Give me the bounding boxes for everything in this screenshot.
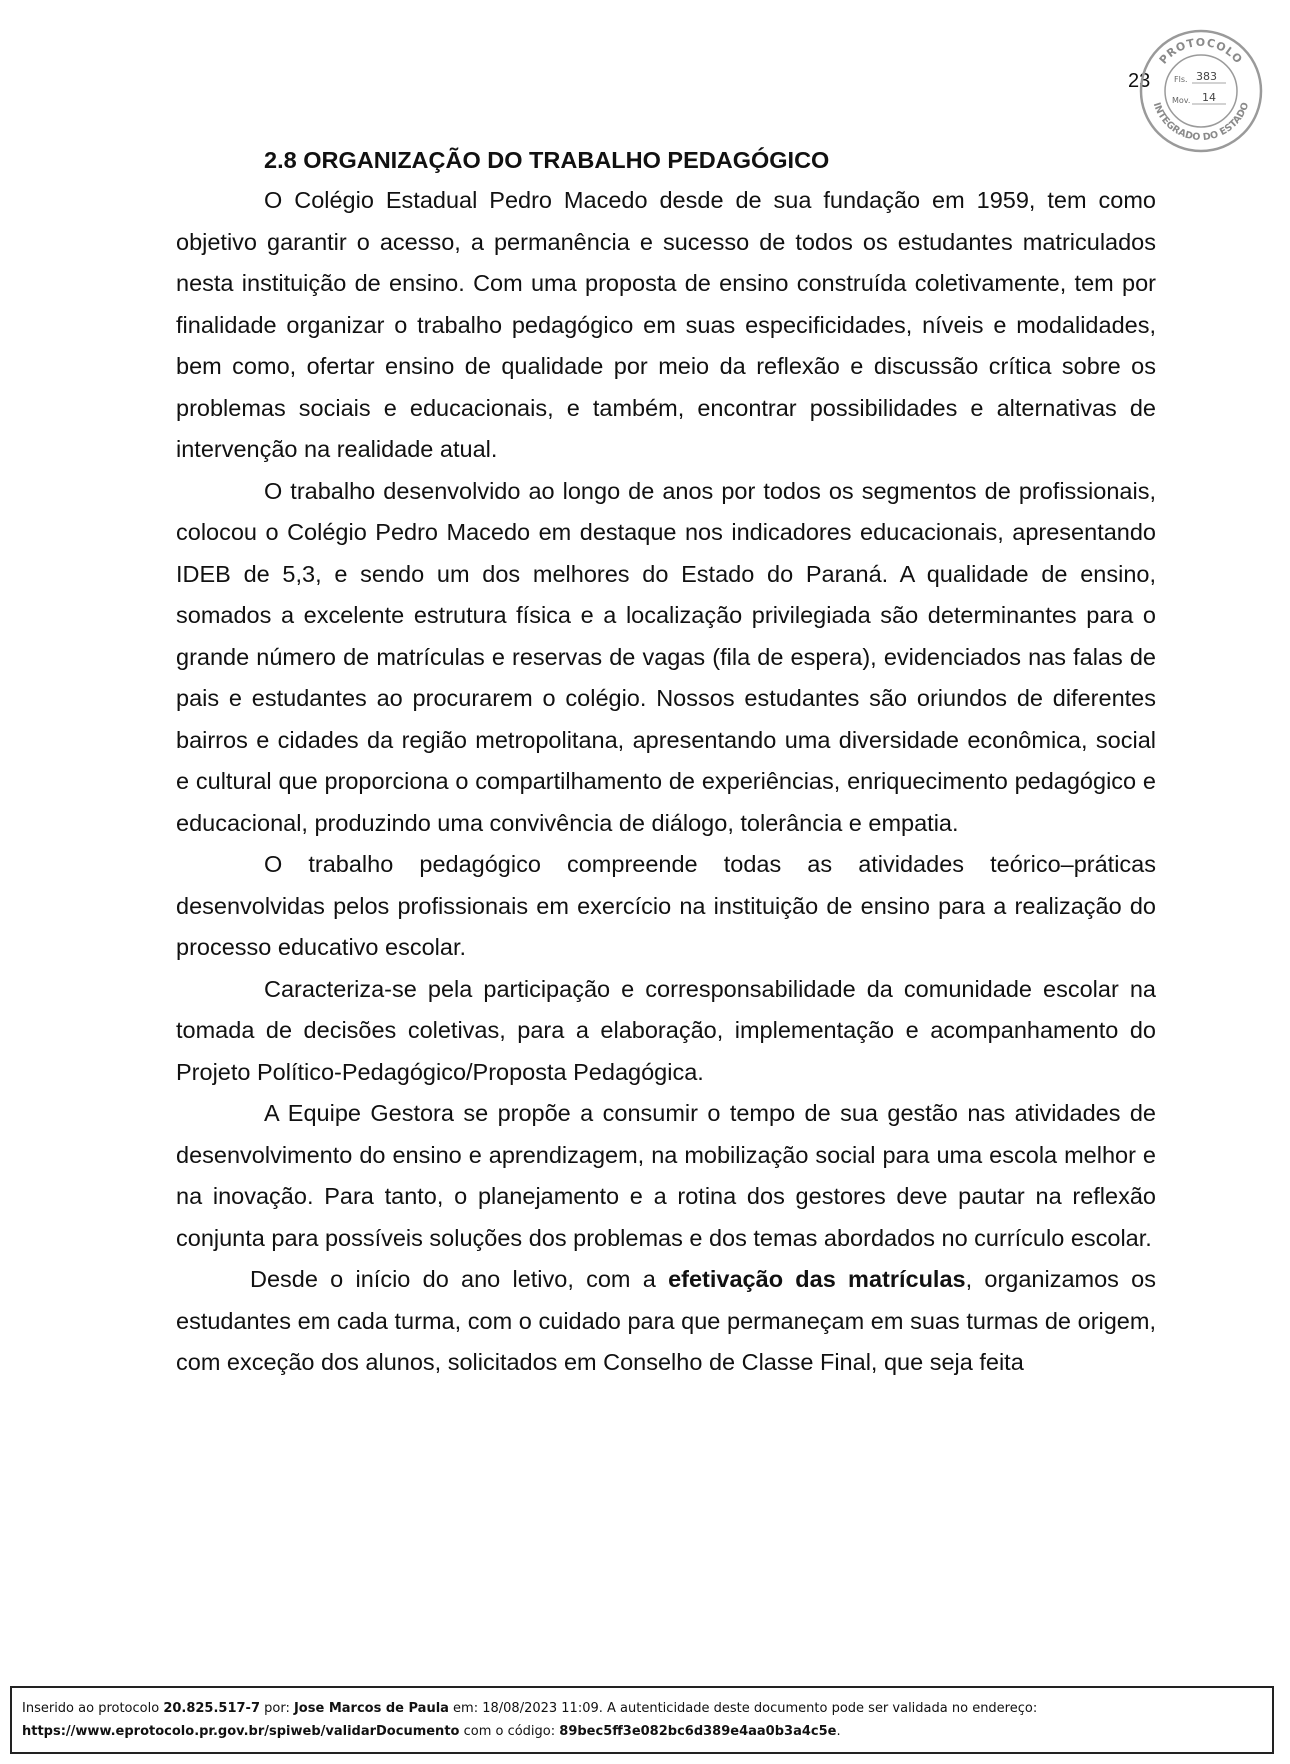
protocol-number: 20.825.517-7 [163, 1701, 260, 1716]
stamp-top-text: PROTOCOLO [1156, 35, 1246, 67]
footer-text: com o código: [459, 1724, 560, 1739]
stamp-fls-label: Fls. [1174, 75, 1188, 84]
bold-emphasis: efetivação das matrículas [668, 1266, 966, 1292]
paragraph-text: Desde o início do ano letivo, com a [250, 1266, 669, 1292]
document-body [176, 140, 1156, 1384]
paragraph: O Colégio Estadual Pedro Macedo desde de sua fundação em 1959, tem como objetivo garantir o acesso, a permanência e sucesso de todos os estudantes matriculados nesta instituição de ensino. Com uma proposta de ensino construída coletivamente, tem por finalidade organizar o trabalho pedagógico em suas especificidades, níveis e modalidades, bem como, ofertar ensino de qualidade por meio da reflexão e discussão crítica sobre os problemas sociais e educacionais, e também, encontrar possibilidades e alternativas de intervenção na realidade atual. [176, 187, 1156, 462]
footer-text: . [836, 1724, 841, 1739]
paragraph: A Equipe Gestora se propõe a consumir o tempo de sua gestão nas atividades de desenvolvimento do ensino e aprendizagem, na mobilização social para uma escola melhor e na inovação. Para tanto, o planejamento e a rotina dos gestores deve pautar na reflexão conjunta para possíveis soluções dos problemas e dos temas abordados no currículo escolar. [176, 1100, 1156, 1251]
validation-code: 89bec5ff3e082bc6d389e4aa0b3a4c5e [559, 1724, 837, 1739]
validation-url[interactable]: https://www.eprotocolo.pr.gov.br/spiweb/validarDocumento [22, 1724, 460, 1739]
footer-text: Inserido ao protocolo [22, 1701, 164, 1716]
paragraph: O trabalho desenvolvido ao longo de anos por todos os segmentos de profissionais, colocou o Colégio Pedro Macedo em destaque nos indicadores educacionais, apresentando IDEB de 5,3, e sendo um dos melhores do Estado do Paraná. A qualidade de ensino, somados a excelente estrutura física e a localização privilegiada são determinantes para o grande número de matrículas e reservas de vagas (fila de espera), evidenciados nas falas de pais e estudantes ao procurarem o colégio. Nossos estudantes são oriundos de diferentes bairros e cidades da região metropolitana, apresentando uma diversidade econômica, social e cultural que proporciona o compartilhamento de experiências, enriquecimento pedagógico e educacional, produzindo uma convivência de diálogo, tolerância e empatia. [176, 477, 1156, 836]
stamp-mov-value: 14 [1202, 91, 1216, 104]
protocol-stamp [1138, 28, 1264, 154]
stamp-mov-label: Mov. [1172, 96, 1191, 105]
paragraph: O trabalho pedagógico compreende todas as atividades teórico–práticas desenvolvidas pelos profissionais em exercício na instituição de ensino para a realização do processo educativo escolar. [176, 851, 1156, 960]
stamp-fls-value: 383 [1196, 70, 1217, 83]
author-name: Jose Marcos de Paula [293, 1701, 449, 1716]
footer-text: em: 18/08/2023 11:09. A autenticidade deste documento pode ser validada no endereço: [448, 1701, 1038, 1716]
page-number: 23 [1128, 70, 1151, 92]
section-heading: 2.8 ORGANIZAÇÃO DO TRABALHO PEDAGÓGICO [264, 147, 830, 173]
footer-text: por: [260, 1701, 294, 1716]
paragraph-text: , organizamos os estudantes em cada turma, com o cuidado para que permaneçam em suas turmas de origem, com exceção dos alunos, solicitados em Conselho de Classe Final, que seja feita [176, 1266, 1157, 1375]
paragraph [176, 1259, 1156, 1384]
stamp-bottom-text: INTEGRADO DO ESTADO [1150, 101, 1252, 144]
svg-text:INTEGRADO DO ESTADO [1151, 101, 1252, 143]
paragraph: Caracteriza-se pela participação e corresponsabilidade da comunidade escolar na tomada de decisões coletivas, para a elaboração, implementação e acompanhamento do Projeto Político-Pedagógico/Proposta Pedagógica. [176, 975, 1156, 1085]
authenticity-footer [10, 1686, 1274, 1754]
